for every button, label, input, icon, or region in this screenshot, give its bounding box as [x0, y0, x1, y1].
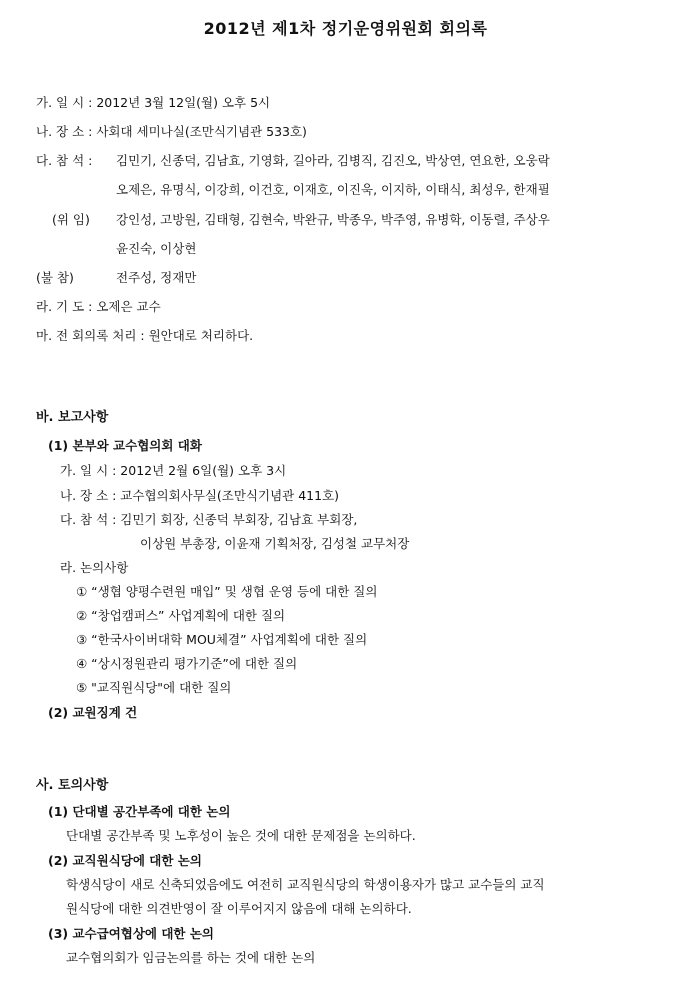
- discussion-item-3-title: (3) 교수급여협상에 대한 논의: [48, 926, 215, 941]
- date-line: [36, 95, 270, 111]
- delegate-line-2: 윤진숙, 이상현: [116, 241, 197, 256]
- report-heading: 바. 보고사항: [36, 410, 109, 425]
- prev-minutes-line: 마. 전 회의록 처리 : 원안대로 처리하다.: [36, 328, 254, 343]
- topic-item: ④ “상시정원관리 평가기준”에 대한 질의: [76, 656, 298, 671]
- discussion-item-3-body: 교수협의회가 임금논의를 하는 것에 대한 논의: [66, 950, 316, 965]
- discussion-item-1-body: 단대별 공간부족 및 노후성이 높은 것에 대한 문제점을 논의하다.: [66, 828, 416, 843]
- place-value: 사회대 세미나실(조만식기념관 533호): [96, 124, 307, 139]
- attend-label: 다. 참 석 :: [36, 153, 93, 168]
- delegate-line-1: 강인성, 고방원, 김태형, 김현숙, 박완규, 박종우, 박주영, 유병학, 이동렬, 주상우: [116, 212, 550, 227]
- discussion-item-2-title: (2) 교직원식당에 대한 논의: [48, 853, 202, 868]
- topic-item: ② “창업캠퍼스” 사업계획에 대한 질의: [76, 608, 286, 623]
- delegate-label: (위 임): [52, 212, 90, 227]
- date-value: 2012년 3월 12일(월) 오후 5시: [96, 95, 271, 110]
- prayer-line: [36, 299, 161, 315]
- report-item-1-topics-label: 라. 논의사항: [60, 560, 129, 575]
- discussion-item-2-body-2: 원식당에 대한 의견반영이 잘 이루어지지 않음에 대해 논의하다.: [66, 901, 412, 916]
- report-item-1-title: (1) 본부와 교수협의회 대화: [48, 438, 202, 453]
- topic-item: ③ “한국사이버대학 MOU체결” 사업계획에 대한 질의: [76, 632, 368, 647]
- discussion-item-1-title: (1) 단대별 공간부족에 대한 논의: [48, 804, 231, 819]
- date-label: 가. 일 시 :: [36, 95, 93, 110]
- absent-label: (불 참): [36, 270, 74, 285]
- document-title: 2012년 제1차 정기운영위원회 회의록: [203, 19, 488, 38]
- discussion-heading: 사. 토의사항: [36, 778, 109, 793]
- topic-item: ⑤ "교직원식당"에 대한 질의: [76, 680, 232, 695]
- absent-value: 전주성, 정재만: [116, 270, 197, 285]
- report-item-2-title: (2) 교원징계 건: [48, 705, 138, 720]
- topic-item: ① “생협 양평수련원 매입” 및 생협 운영 등에 대한 질의: [76, 584, 378, 599]
- report-item-1-attend-1: 다. 참 석 : 김민기 회장, 신종덕 부회장, 김남효 부회장,: [60, 512, 358, 527]
- report-item-1-place: 나. 장 소 : 교수협의회사무실(조만식기념관 411호): [60, 488, 340, 503]
- discussion-item-2-body-1: 학생식당이 새로 신축되었음에도 여전히 교직원식당의 학생이용자가 많고 교수들의 교직: [66, 877, 545, 892]
- place-label: 나. 장 소 :: [36, 124, 93, 139]
- prayer-label: 라. 기 도 :: [36, 299, 93, 314]
- report-item-1-attend-2: 이상원 부총장, 이윤재 기획처장, 김성철 교무처장: [140, 536, 410, 551]
- prayer-value: 오제은 교수: [96, 299, 161, 314]
- attend-line-1: 김민기, 신종덕, 김남효, 기영화, 길아라, 김병직, 김진오, 박상연, 연요한, 오웅락: [116, 153, 550, 168]
- report-item-1-date: 가. 일 시 : 2012년 2월 6일(월) 오후 3시: [60, 463, 287, 478]
- place-line: [36, 124, 307, 140]
- attend-line-2: 오제은, 유명식, 이강희, 이건호, 이재호, 이진욱, 이지하, 이태식, 최성우, 한재필: [116, 182, 550, 197]
